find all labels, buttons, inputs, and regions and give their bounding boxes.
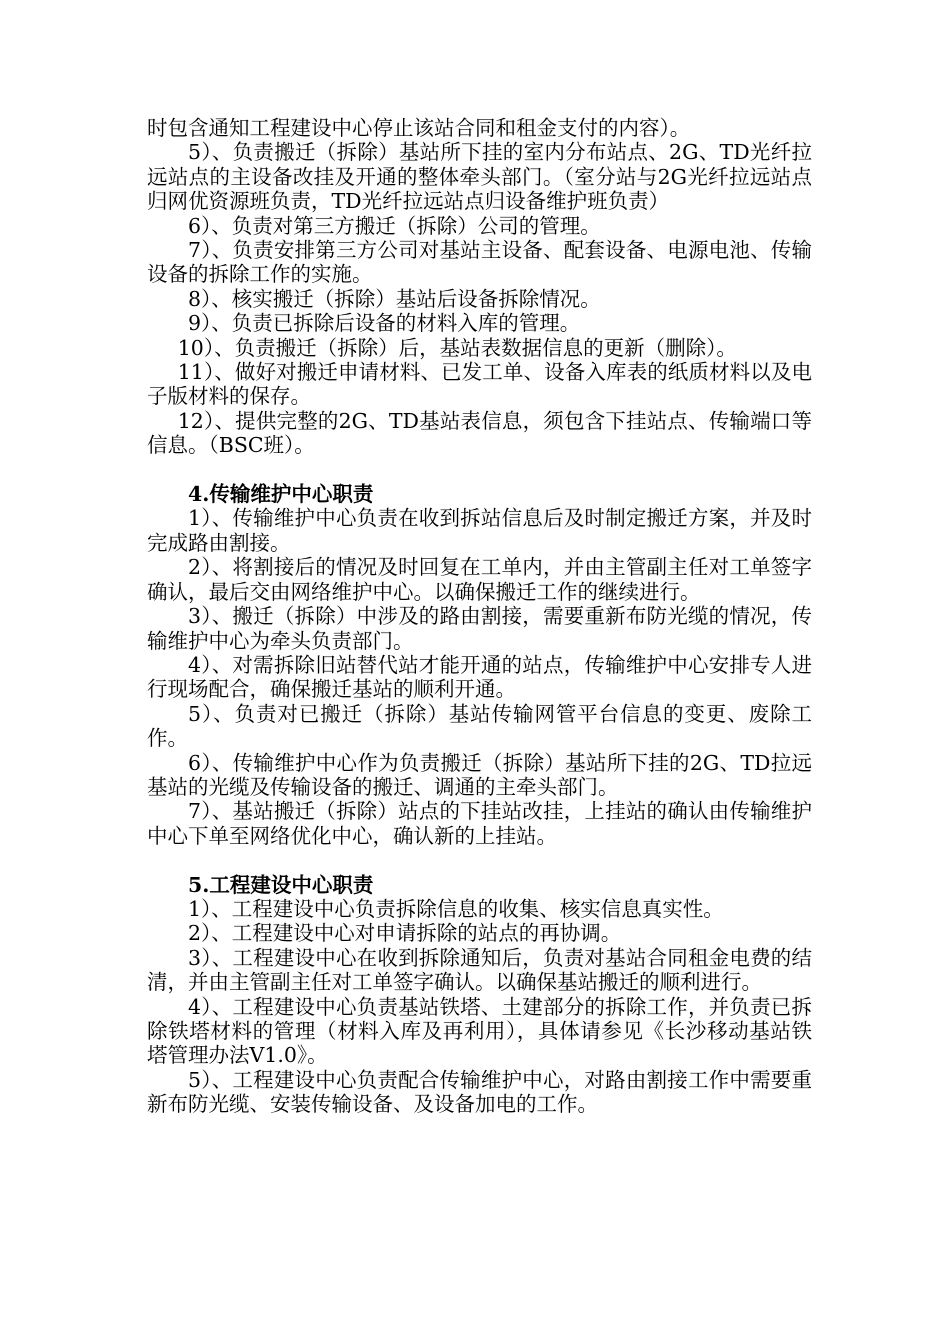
section-4-item-5: 5）、负责对已搬迁（拆除）基站传输网管平台信息的变更、废除工作。 [147,701,812,751]
section-5-item-5: 5）、工程建设中心负责配合传输维护中心，对路由割接工作中需要重新布防光缆、安装传输设备、及设备加电的工作。 [147,1067,812,1117]
paragraph-item-11: 11）、做好对搬迁申请材料、已发工单、设备入库表的纸质材料以及电子版材料的保存。 [147,360,812,409]
paragraph-item-5: 5）、负责搬迁（拆除）基站所下挂的室内分布站点、2G、TD光纤拉远站点的主设备改挂及开通的整体牵头部门。（室分站与2G光纤拉远站点归网优资源班负责，TD光纤拉远站点归设备维护班负责） [147,140,812,214]
section-4-heading: 4.传输维护中心职责 [188,482,374,507]
paragraph-item-7: 7）、负责安排第三方公司对基站主设备、配套设备、电源电池、传输设备的拆除工作的实施。 [147,238,812,287]
section-4-item-3: 3）、搬迁（拆除）中涉及的路由割接，需要重新布防光缆的情况，传输维护中心为牵头负责部门。 [147,604,812,653]
section-5-heading: 5.工程建设中心职责 [188,872,374,897]
section-4-item-2: 2）、将割接后的情况及时回复在工单内，并由主管副主任对工单签字确认，最后交由网络维护中心。以确保搬迁工作的继续进行。 [147,555,812,604]
section-4-item-4: 4）、对需拆除旧站替代站才能开通的站点，传输维护中心安排专人进行现场配合，确保搬迁基站的顺利开通。 [147,652,812,702]
document-body [147,116,812,1117]
section-4-item-6: 6）、传输维护中心作为负责搬迁（拆除）基站所下挂的2G、TD拉远基站的光缆及传输设备的搬迁、调通的主牵头部门。 [147,750,812,799]
paragraph-item-8: 8）、核实搬迁（拆除）基站后设备拆除情况。 [188,286,601,311]
paragraph-item-12: 12）、提供完整的2G、TD基站表信息，须包含下挂站点、传输端口等信息。（BSC班）。 [147,408,812,458]
section-4-item-1: 1）、传输维护中心负责在收到拆站信息后及时制定搬迁方案，并及时完成路由割接。 [147,506,812,555]
paragraph-item-6: 6）、负责对第三方搬迁（拆除）公司的管理。 [188,213,601,238]
section-4-item-7: 7）、基站搬迁（拆除）站点的下挂站改挂，上挂站的确认由传输维护中心下单至网络优化中心，确认新的上挂站。 [147,799,812,848]
paragraph-item-9: 9）、负责已拆除后设备的材料入库的管理。 [188,311,581,336]
paragraph-continued: 时包含通知工程建设中心停止该站合同和租金支付的内容）。 [147,116,691,140]
section-5-item-1: 1）、工程建设中心负责拆除信息的收集、核实信息真实性。 [188,896,724,921]
section-5-item-2: 2）、工程建设中心对申请拆除的站点的再协调。 [188,921,622,946]
section-5-item-3: 3）、工程建设中心在收到拆除通知后，负责对基站合同租金电费的结清，并由主管副主任对工单签字确认。以确保基站搬迁的顺利进行。 [147,945,812,995]
section-5-item-4: 4）、工程建设中心负责基站铁塔、土建部分的拆除工作，并负责已拆除铁塔材料的管理（材料入库及再利用），具体请参见《长沙移动基站铁塔管理办法V1.0》。 [147,994,812,1068]
paragraph-item-10: 10）、负责搬迁（拆除）后，基站表数据信息的更新（删除）。 [177,335,737,360]
